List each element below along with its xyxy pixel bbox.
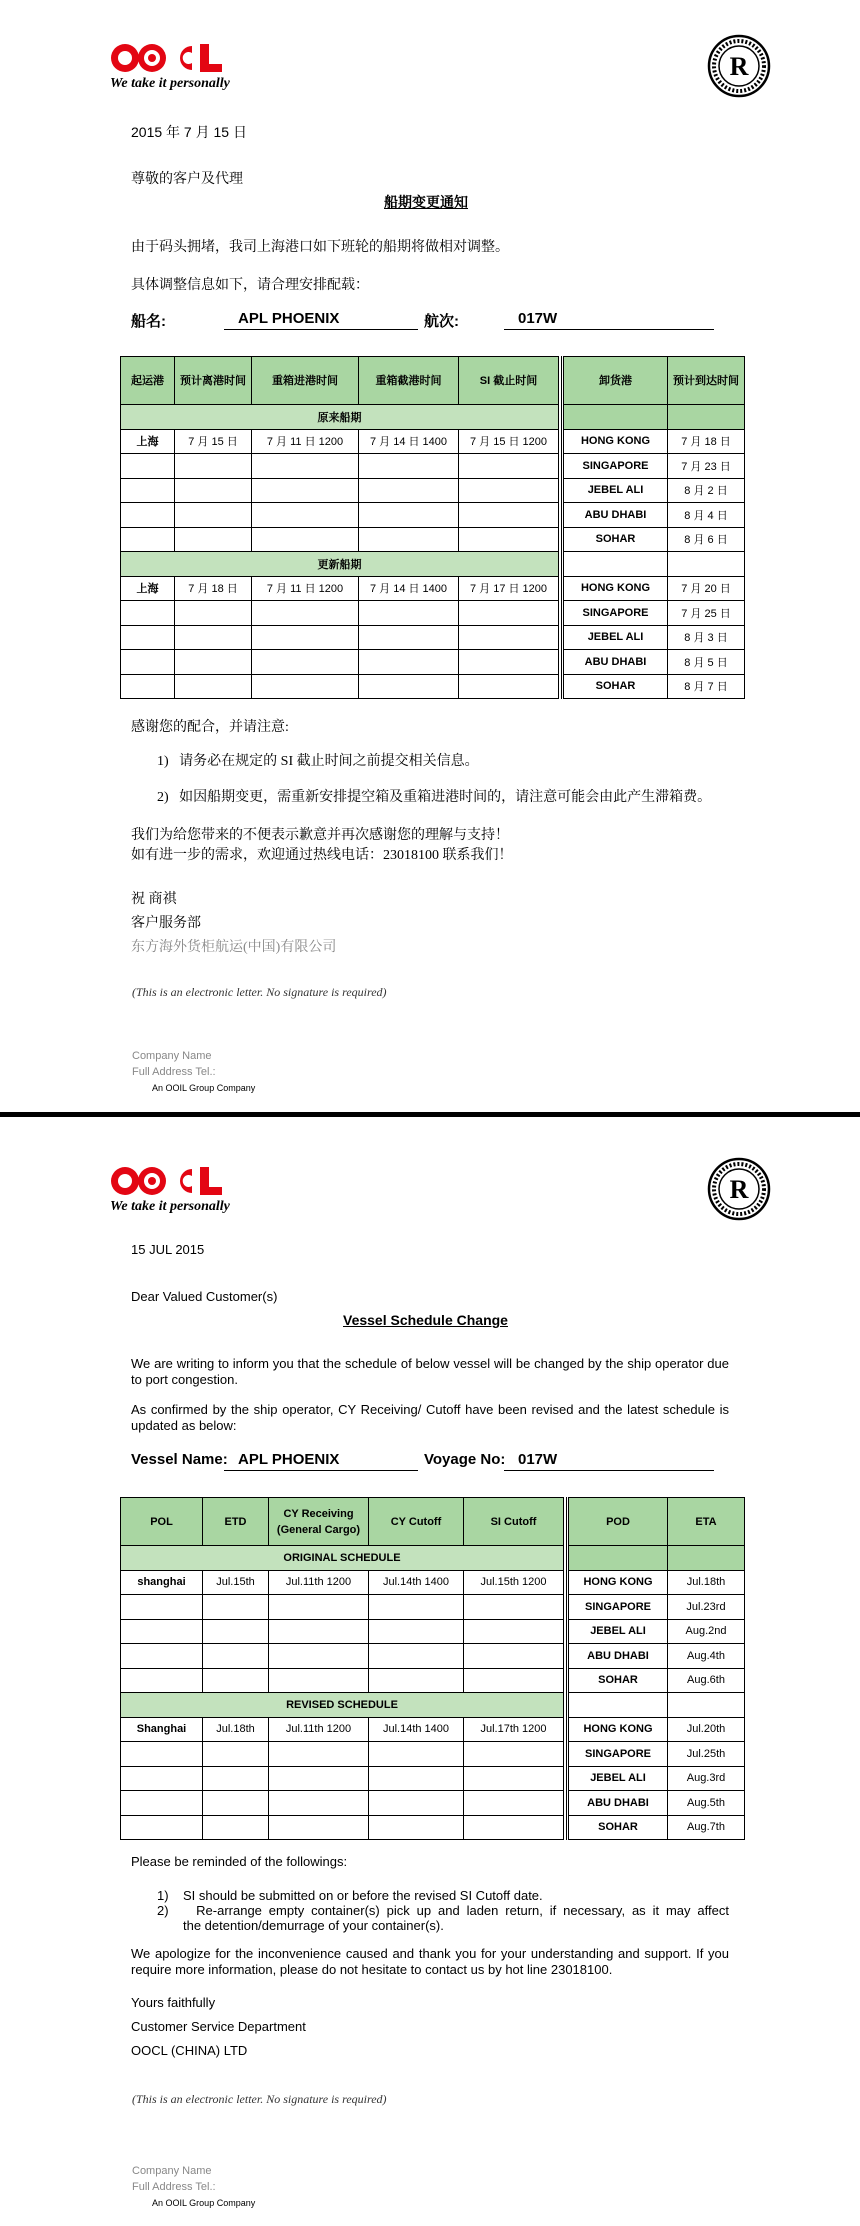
cell-etd — [203, 1595, 269, 1620]
cell-cy-receiving — [269, 1742, 369, 1767]
cell-cy-receiving — [252, 674, 359, 699]
department: 客户服务部 — [131, 916, 201, 931]
iso-seal-icon — [707, 1157, 771, 1221]
cell-cy-cutoff — [359, 601, 459, 626]
header-pol: POL — [121, 1498, 203, 1546]
cell-cy-receiving — [269, 1595, 369, 1620]
apology-line-1: 我们为给您带来的不便表示歉意并再次感谢您的理解与支持！ — [131, 828, 509, 843]
cell-eta: Aug.4th — [668, 1644, 745, 1669]
cell-pod: SINGAPORE — [563, 601, 668, 626]
cell-cy-receiving — [252, 650, 359, 675]
cell-etd: Jul.18th — [203, 1717, 269, 1742]
cell-pod: JEBEL ALI — [563, 625, 668, 650]
cell-pod: SINGAPORE — [568, 1595, 668, 1620]
cell-eta: 8 月 7 日 — [668, 674, 745, 699]
table-row — [121, 429, 745, 454]
cell-si-cutoff — [464, 1644, 564, 1669]
cell-etd: 7 月 18 日 — [175, 576, 252, 601]
footer-address: Full Address Tel.: — [132, 1066, 216, 1078]
salutation: 尊敬的客户及代理 — [131, 172, 243, 187]
cell-eta: 7 月 20 日 — [668, 576, 745, 601]
cell-cy-cutoff — [359, 650, 459, 675]
section-title-revised: REVISED SCHEDULE — [121, 1693, 564, 1718]
note-2: 2) 如因船期变更，需重新安排提空箱及重箱进港时间的，请注意可能会由此产生滞箱费。 — [157, 790, 712, 805]
cell-etd — [175, 503, 252, 528]
section-row-original — [121, 1546, 745, 1571]
oocl-logo — [110, 1163, 260, 1223]
cell-etd — [175, 650, 252, 675]
cell-pol: 上海 — [121, 429, 175, 454]
cell-si-cutoff — [459, 625, 559, 650]
letter-title: 船期变更通知 — [384, 196, 468, 211]
eta-blank — [668, 552, 745, 577]
header-cy-cutoff: 重箱截港时间 — [359, 357, 459, 405]
oocl-logo — [110, 40, 260, 100]
cell-si-cutoff — [464, 1619, 564, 1644]
svg-text:R: R — [729, 1175, 749, 1204]
department: Customer Service Department — [131, 2019, 306, 2034]
cell-pod: JEBEL ALI — [568, 1619, 668, 1644]
cell-etd: Jul.15th — [203, 1570, 269, 1595]
cell-eta: Aug.6th — [668, 1668, 745, 1693]
cell-pol — [121, 478, 175, 503]
cell-cy-receiving: 7 月 11 日 1200 — [252, 429, 359, 454]
cell-etd — [175, 527, 252, 552]
table-row — [121, 576, 745, 601]
section-title-original: 原来船期 — [121, 405, 559, 430]
cell-eta: 8 月 4 日 — [668, 503, 745, 528]
letter-footer — [132, 2163, 255, 2211]
cell-cy-cutoff: 7 月 14 日 1400 — [359, 576, 459, 601]
eta-blank — [668, 1693, 745, 1718]
cell-si-cutoff: Jul.17th 1200 — [464, 1717, 564, 1742]
cell-etd — [175, 674, 252, 699]
cell-si-cutoff — [464, 1791, 564, 1816]
apology-line-2: 如有进一步的需求，欢迎通过热线电话：23018100 联系我们！ — [131, 848, 513, 863]
cell-etd: 7 月 15 日 — [175, 429, 252, 454]
footer-company-name: Company Name — [132, 2165, 212, 2177]
vessel-value: APL PHOENIX — [224, 308, 418, 330]
header-cy-cutoff: CY Cutoff — [369, 1498, 464, 1546]
cell-pol — [121, 674, 175, 699]
cell-pod: SOHAR — [563, 674, 668, 699]
cell-si-cutoff: 7 月 15 日 1200 — [459, 429, 559, 454]
eta-blank — [668, 405, 745, 430]
footer-company-name: Company Name — [132, 1050, 212, 1062]
cell-cy-cutoff — [369, 1595, 464, 1620]
cell-si-cutoff — [464, 1595, 564, 1620]
cell-cy-receiving — [269, 1668, 369, 1693]
header-pol: 起运港 — [121, 357, 175, 405]
cell-cy-receiving — [252, 454, 359, 479]
cell-pol — [121, 454, 175, 479]
cell-pol — [121, 1791, 203, 1816]
cell-cy-receiving — [269, 1766, 369, 1791]
cell-eta: Aug.5th — [668, 1791, 745, 1816]
cell-pol: shanghai — [121, 1570, 203, 1595]
cell-cy-cutoff — [359, 674, 459, 699]
cell-pol: Shanghai — [121, 1717, 203, 1742]
cell-cy-receiving — [269, 1815, 369, 1840]
cell-cy-receiving: Jul.11th 1200 — [269, 1570, 369, 1595]
cell-etd — [175, 625, 252, 650]
cell-pod: HONG KONG — [563, 429, 668, 454]
electronic-letter-note: (This is an electronic letter. No signature is required) — [132, 985, 387, 999]
electronic-letter-note: (This is an electronic letter. No signature is required) — [132, 2092, 387, 2106]
cell-pod: SINGAPORE — [568, 1742, 668, 1767]
cell-etd — [203, 1791, 269, 1816]
cell-si-cutoff — [459, 674, 559, 699]
cell-pod: JEBEL ALI — [568, 1766, 668, 1791]
cell-cy-receiving — [269, 1791, 369, 1816]
cell-cy-cutoff — [369, 1766, 464, 1791]
footer-address: Full Address Tel.: — [132, 2181, 216, 2193]
cell-cy-cutoff — [359, 478, 459, 503]
cell-eta: 7 月 25 日 — [668, 601, 745, 626]
intro-paragraph: We are writing to inform you that the schedule of below vessel will be changed by the ship operator due to port congestion. — [131, 1356, 729, 1387]
salutation: Dear Valued Customer(s) — [131, 1289, 278, 1304]
cell-pol — [121, 1668, 203, 1693]
letter-page-chinese — [0, 0, 860, 1112]
cell-eta: 7 月 18 日 — [668, 429, 745, 454]
table-row — [121, 1644, 745, 1669]
cell-cy-receiving — [252, 478, 359, 503]
voyage-label: Voyage No: — [424, 1451, 506, 1468]
section-title-original: ORIGINAL SCHEDULE — [121, 1546, 564, 1571]
cell-pod: SINGAPORE — [563, 454, 668, 479]
table-row — [121, 674, 745, 699]
schedule-table — [120, 1497, 745, 1840]
company-name: OOCL (CHINA) LTD — [131, 2043, 248, 2058]
cell-pod: HONG KONG — [568, 1717, 668, 1742]
cell-pol — [121, 527, 175, 552]
iso-seal-icon — [707, 34, 771, 98]
apology-paragraph: We apologize for the inconvenience caused and thank you for your understanding and support. If you require more information, please do not hesitate to contact us by hot line 23018100. — [131, 1946, 729, 1977]
cell-etd — [203, 1815, 269, 1840]
cell-etd — [203, 1668, 269, 1693]
cell-cy-receiving: 7 月 11 日 1200 — [252, 576, 359, 601]
cell-cy-receiving: Jul.11th 1200 — [269, 1717, 369, 1742]
header-cy-receiving: CY Receiving (General Cargo) — [269, 1498, 369, 1546]
cell-cy-cutoff — [359, 454, 459, 479]
cell-pol — [121, 1742, 203, 1767]
cell-eta: 8 月 3 日 — [668, 625, 745, 650]
header-eta: ETA — [668, 1498, 745, 1546]
cell-eta: Jul.25th — [668, 1742, 745, 1767]
table-row — [121, 1791, 745, 1816]
cell-cy-receiving — [269, 1644, 369, 1669]
cell-cy-cutoff — [359, 503, 459, 528]
cell-cy-cutoff — [359, 625, 459, 650]
cell-si-cutoff — [459, 601, 559, 626]
table-row — [121, 527, 745, 552]
cell-eta: 8 月 5 日 — [668, 650, 745, 675]
cell-eta: Jul.20th — [668, 1717, 745, 1742]
header-si-cutoff: SI 截止时间 — [459, 357, 559, 405]
table-row — [121, 601, 745, 626]
tagline: We take it personally — [110, 76, 230, 91]
note-2: 2) Re-arrange empty container(s) pick up and laden return, if necessary, as it may affect — [157, 1903, 729, 1918]
voyage-value: 017W — [504, 1449, 714, 1471]
cell-cy-cutoff — [369, 1668, 464, 1693]
section-row-original — [121, 405, 745, 430]
header-eta: 预计到达时间 — [668, 357, 745, 405]
cell-si-cutoff — [459, 503, 559, 528]
thanks-note: 感谢您的配合，并请注意: — [131, 720, 289, 735]
header-cy-receiving: 重箱进港时间 — [252, 357, 359, 405]
cell-pol — [121, 1595, 203, 1620]
company-name: 东方海外货柜航运(中国)有限公司 — [131, 940, 337, 955]
cell-pod: SOHAR — [568, 1815, 668, 1840]
table-row — [121, 1595, 745, 1620]
cell-eta: 7 月 23 日 — [668, 454, 745, 479]
cell-pol: 上海 — [121, 576, 175, 601]
section-row-revised — [121, 1693, 745, 1718]
cell-etd — [203, 1644, 269, 1669]
table-row — [121, 1742, 745, 1767]
footer-group: An OOIL Group Company — [152, 2198, 256, 2208]
voyage-value: 017W — [504, 308, 714, 330]
cell-cy-cutoff — [359, 527, 459, 552]
cell-pol — [121, 1766, 203, 1791]
header-si-cutoff: SI Cutoff — [464, 1498, 564, 1546]
cell-etd — [203, 1742, 269, 1767]
note-2-continued: the detention/demurrage of your container(s). — [183, 1918, 444, 1933]
table-header-row — [121, 1498, 745, 1546]
cell-pol — [121, 650, 175, 675]
cell-etd — [203, 1619, 269, 1644]
eta-blank — [668, 1546, 745, 1571]
vessel-value: APL PHOENIX — [224, 1449, 418, 1471]
cell-eta: 8 月 6 日 — [668, 527, 745, 552]
pod-blank — [563, 552, 668, 577]
cell-eta: 8 月 2 日 — [668, 478, 745, 503]
table-row — [121, 625, 745, 650]
cell-pod: SOHAR — [568, 1668, 668, 1693]
cell-cy-cutoff — [369, 1644, 464, 1669]
cell-si-cutoff — [459, 454, 559, 479]
cell-cy-receiving — [269, 1619, 369, 1644]
schedule-update-paragraph: As confirmed by the ship operator, CY Receiving/ Cutoff have been revised and the latest schedule is updated as below: — [131, 1402, 729, 1433]
table-row — [121, 454, 745, 479]
cell-pod: ABU DHABI — [568, 1644, 668, 1669]
svg-text:R: R — [729, 52, 749, 81]
cell-cy-receiving — [252, 601, 359, 626]
cell-pol — [121, 1619, 203, 1644]
cell-pod: HONG KONG — [568, 1570, 668, 1595]
cell-pol — [121, 503, 175, 528]
intro-paragraph: 由于码头拥堵，我司上海港口如下班轮的船期将做相对调整。 — [131, 240, 509, 255]
table-row — [121, 1570, 745, 1595]
regards: 祝 商祺 — [131, 892, 177, 907]
cell-pol — [121, 601, 175, 626]
letter-date: 2015 年 7 月 15 日 — [131, 124, 247, 140]
letter-page-english — [0, 1117, 860, 2226]
cell-etd — [175, 601, 252, 626]
cell-cy-cutoff — [369, 1815, 464, 1840]
table-row — [121, 650, 745, 675]
cell-si-cutoff — [464, 1815, 564, 1840]
reminder-heading: Please be reminded of the followings: — [131, 1854, 348, 1869]
cell-pod: HONG KONG — [563, 576, 668, 601]
letter-date: 15 JUL 2015 — [131, 1242, 205, 1257]
voyage-label: 航次: — [424, 313, 459, 330]
pod-blank — [568, 1693, 668, 1718]
table-row — [121, 1815, 745, 1840]
cell-eta: Aug.2nd — [668, 1619, 745, 1644]
cell-pod: ABU DHABI — [568, 1791, 668, 1816]
header-etd: ETD — [203, 1498, 269, 1546]
cell-si-cutoff — [464, 1766, 564, 1791]
cell-cy-cutoff — [369, 1742, 464, 1767]
cell-eta: Jul.18th — [668, 1570, 745, 1595]
cell-pol — [121, 625, 175, 650]
cell-pod: JEBEL ALI — [563, 478, 668, 503]
vessel-label: Vessel Name: — [131, 1451, 228, 1468]
cell-etd — [175, 454, 252, 479]
table-header-row — [121, 357, 745, 405]
cell-cy-cutoff: Jul.14th 1400 — [369, 1717, 464, 1742]
cell-cy-receiving — [252, 503, 359, 528]
table-row — [121, 503, 745, 528]
cell-eta: Aug.7th — [668, 1815, 745, 1840]
table-row — [121, 1619, 745, 1644]
note-1: 1) 请务必在规定的 SI 截止时间之前提交相关信息。 — [157, 754, 479, 769]
table-row — [121, 478, 745, 503]
cell-pol — [121, 1644, 203, 1669]
cell-etd — [175, 478, 252, 503]
header-pod: 卸货港 — [563, 357, 668, 405]
pod-blank — [563, 405, 668, 430]
cell-pod: ABU DHABI — [563, 503, 668, 528]
cell-si-cutoff: 7 月 17 日 1200 — [459, 576, 559, 601]
schedule-table-body — [121, 1498, 745, 1840]
vessel-label: 船名: — [131, 313, 166, 330]
cell-si-cutoff — [459, 478, 559, 503]
cell-si-cutoff — [464, 1668, 564, 1693]
cell-eta: Jul.23rd — [668, 1595, 745, 1620]
schedule-table-body — [121, 357, 745, 699]
header-pod: POD — [568, 1498, 668, 1546]
footer-group: An OOIL Group Company — [152, 1083, 256, 1093]
cell-si-cutoff — [459, 650, 559, 675]
cell-cy-cutoff — [369, 1619, 464, 1644]
cell-cy-cutoff — [369, 1791, 464, 1816]
section-row-revised — [121, 552, 745, 577]
cell-etd — [203, 1766, 269, 1791]
table-row — [121, 1668, 745, 1693]
table-row — [121, 1717, 745, 1742]
letter-footer — [132, 1048, 255, 1096]
cell-cy-cutoff: 7 月 14 日 1400 — [359, 429, 459, 454]
cell-eta: Aug.3rd — [668, 1766, 745, 1791]
table-row — [121, 1766, 745, 1791]
cell-si-cutoff: Jul.15th 1200 — [464, 1570, 564, 1595]
schedule-table — [120, 356, 745, 699]
cell-pod: ABU DHABI — [563, 650, 668, 675]
pod-blank — [568, 1546, 668, 1571]
note-1: 1) SI should be submitted on or before the revised SI Cutoff date. — [157, 1888, 543, 1903]
tagline: We take it personally — [110, 1199, 230, 1214]
instruction-paragraph: 具体调整信息如下，请合理安排配载： — [131, 278, 369, 293]
cell-si-cutoff — [459, 527, 559, 552]
cell-pol — [121, 1815, 203, 1840]
cell-cy-receiving — [252, 527, 359, 552]
cell-pod: SOHAR — [563, 527, 668, 552]
header-etd: 预计离港时间 — [175, 357, 252, 405]
section-title-revised: 更新船期 — [121, 552, 559, 577]
cell-cy-receiving — [252, 625, 359, 650]
cell-si-cutoff — [464, 1742, 564, 1767]
regards: Yours faithfully — [131, 1995, 216, 2010]
letter-title: Vessel Schedule Change — [343, 1312, 508, 1328]
cell-cy-cutoff: Jul.14th 1400 — [369, 1570, 464, 1595]
